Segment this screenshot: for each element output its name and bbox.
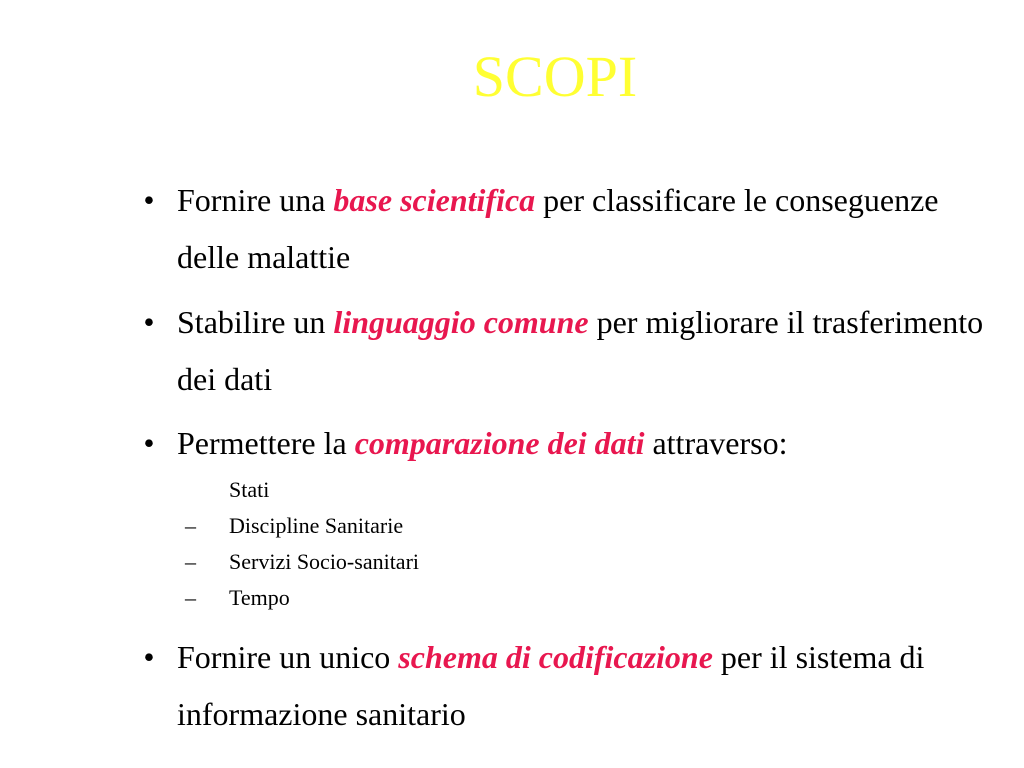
bullet-emphasis: schema di codificazione	[398, 639, 713, 675]
bullet-emphasis: linguaggio comune	[333, 304, 589, 340]
sub-marker: –	[185, 513, 196, 538]
sub-list	[137, 472, 987, 616]
bullet-text: Fornire un unico	[177, 639, 399, 675]
sub-list-item	[137, 508, 987, 544]
bullet-text: per il sistema di informazione sanitario	[177, 639, 925, 732]
bullet-text: per migliorare il trasferimento dei dati	[177, 304, 984, 397]
bullet-list	[137, 172, 987, 743]
sub-item-text: Stati	[229, 477, 270, 502]
bullet-text: Permettere la	[177, 425, 355, 461]
sub-list-item	[137, 472, 987, 508]
bullet-item	[137, 629, 987, 743]
bullet-text: per classificare le conseguenze delle malattie	[177, 182, 939, 275]
sub-item-text: Servizi Socio-sanitari	[229, 549, 420, 574]
bullet-text: Fornire una	[177, 182, 334, 218]
bullet-emphasis: comparazione dei dati	[354, 425, 645, 461]
slide-title: SCOPI	[472, 44, 638, 109]
bullet-marker: •	[143, 425, 155, 461]
sub-marker: –	[185, 549, 196, 574]
bullet-item	[137, 294, 987, 408]
sub-list-item	[137, 544, 987, 580]
bullet-item	[137, 415, 987, 472]
sub-item-text: Tempo	[229, 585, 290, 610]
bullet-item	[137, 172, 987, 286]
bullet-marker: •	[143, 639, 155, 675]
sub-item-text: Discipline Sanitarie	[229, 513, 404, 538]
bullet-marker: •	[143, 182, 155, 218]
bullet-text: Stabilire un	[177, 304, 334, 340]
sub-marker: –	[185, 585, 196, 610]
bullet-marker: •	[143, 304, 155, 340]
sub-list-item	[137, 580, 987, 616]
bullet-emphasis: base scientifica	[333, 182, 536, 218]
bullet-text: attraverso:	[644, 425, 788, 461]
sub-list-container	[137, 472, 987, 616]
